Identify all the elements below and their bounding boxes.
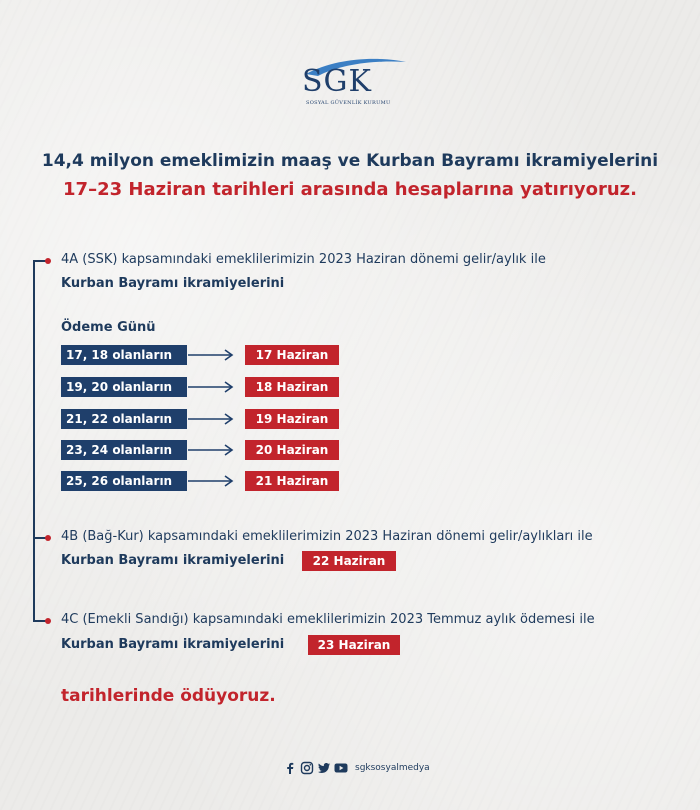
arrow-right-icon [188,409,234,429]
section-4b-date-badge: 22 Haziran [302,551,396,571]
schedule-date-4: 20 Haziran [245,440,339,460]
instagram-icon[interactable] [300,761,314,775]
schedule-group-1: 17, 18 olanların [61,345,187,365]
headline-line-1: 14,4 milyon emeklimizin maaş ve Kurban Bayramı ikramiyelerini [41,151,659,171]
schedule-date-2: 18 Haziran [245,377,339,397]
logo-subtitle: SOSYAL GÜVENLİK KURUMU [306,100,391,106]
bullet-dot-4b [45,535,51,541]
schedule-group-5: 25, 26 olanların [61,471,187,491]
closing-text: tarihlerinde ödüyoruz. [61,686,276,706]
sgk-logo [296,56,408,112]
section-4c-line-1: 4C (Emekli Sandığı) kapsamındaki emeklilerimizin 2023 Temmuz aylık ödemesi ile [61,612,595,627]
section-4c-date-badge: 23 Haziran [308,635,400,655]
schedule-date-5: 21 Haziran [245,471,339,491]
section-4a-line-1: 4A (SSK) kapsamındaki emeklilerimizin 2023 Haziran dönemi gelir/aylık ile [61,252,546,267]
schedule-group-3: 21, 22 olanların [61,409,187,429]
logo-letters: SGK [302,64,372,99]
arrow-right-icon [188,440,234,460]
social-media-bar [283,760,430,776]
social-handle[interactable]: sgksosyalmedya [355,763,430,773]
arrow-right-icon [188,471,234,491]
schedule-title: Ödeme Günü [61,320,156,335]
arrow-right-icon [188,377,234,397]
section-4b-line-1: 4B (Bağ-Kur) kapsamındaki emeklilerimizin 2023 Haziran dönemi gelir/aylıkları ile [61,529,593,544]
twitter-icon[interactable] [317,761,331,775]
youtube-icon[interactable] [334,761,348,775]
section-4a-line-2: Kurban Bayramı ikramiyelerini [61,276,285,291]
bullet-dot-4c [45,618,51,624]
section-4b-line-2: Kurban Bayramı ikramiyelerini [61,553,285,568]
schedule-date-1: 17 Haziran [245,345,339,365]
schedule-group-2: 19, 20 olanların [61,377,187,397]
headline-line-2: 17–23 Haziran tarihleri arasında hesaplarına yatırıyoruz. [63,179,637,200]
schedule-date-3: 19 Haziran [245,409,339,429]
bullet-dot-4a [45,258,51,264]
schedule-group-4: 23, 24 olanların [61,440,187,460]
arrow-right-icon [188,345,234,365]
facebook-icon[interactable] [283,761,297,775]
bracket-vertical-line [33,260,35,622]
section-4c-line-2: Kurban Bayramı ikramiyelerini [61,637,285,652]
